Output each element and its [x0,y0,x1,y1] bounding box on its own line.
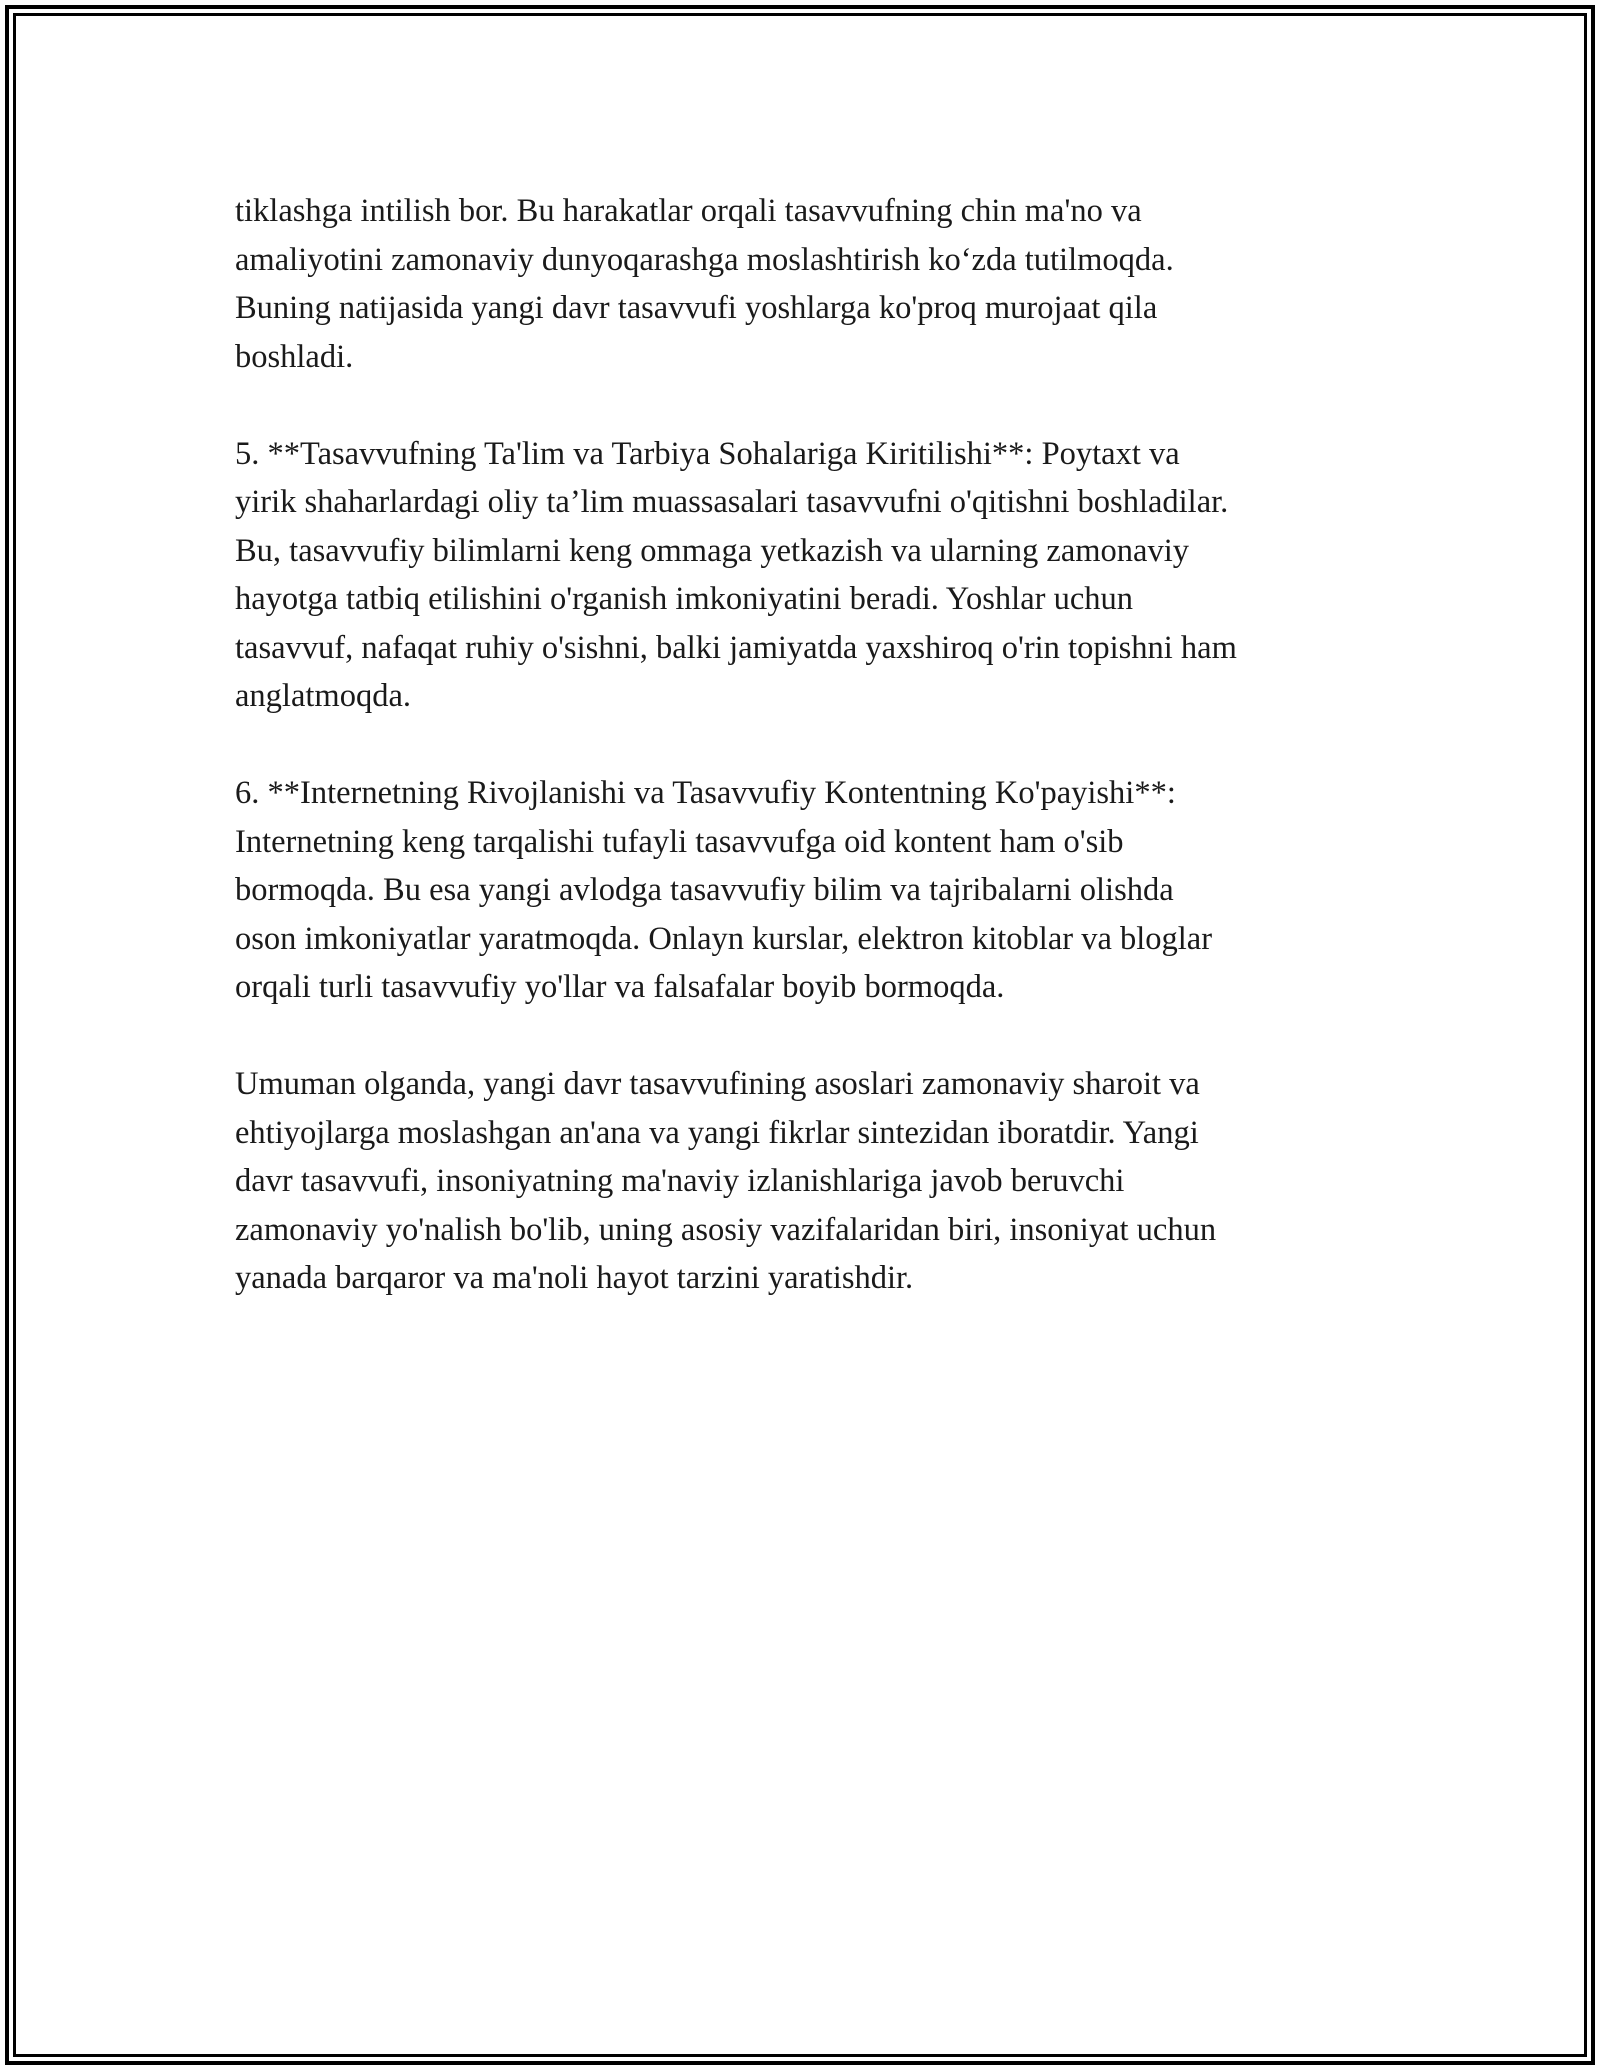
paragraph-item-5: 5. **Tasavvufning Ta'lim va Tarbiya Sohalariga Kiritilishi**: Poytaxt va yirik shaharlardagi oliy ta’lim muassasalari tasavvufni o'qitishni boshladilar. Bu, tasavvufiy bilimlarni keng ommaga yetkazish va ularning zamonaviy hayotga tatbiq etilishini o'rganish imkoniyatini beradi. Yoshlar uchun tasavvuf, nafaqat ruhiy o'sishni, balki jamiyatda yaxshiroq o'rin topishni ham anglatmoqda. [235,435,1237,714]
document-body [235,187,1385,1351]
paragraph-continuation: tiklashga intilish bor. Bu harakatlar orqali tasavvufning chin ma'no va amaliyotini zamonaviy dunyoqarashga moslashtirish ko‘zda tutilmoqda. Buning natijasida yangi davr tasavvufi yoshlarga ko'proq murojaat qila boshladi. [235,193,1174,375]
paragraph-item-6: 6. **Internetning Rivojlanishi va Tasavvufiy Kontentning Ko'payishi**: Internetning keng tarqalishi tufayli tasavvufga oid kontent ham o'sib bormoqda. Bu esa yangi avlodga tasavvufiy bilim va tajribalarni olishda oson imkoniyatlar yaratmoqda. Onlayn kurslar, elektron kitoblar va bloglar orqali turli tasavvufiy yo'llar va falsafalar boyib bormoqda. [235,775,1213,1005]
paragraph-conclusion: Umuman olganda, yangi davr tasavvufining asoslari zamonaviy sharoit va ehtiyojlarga moslashgan an'ana va yangi fikrlar sintezidan iboratdir. Yangi davr tasavvufi, insoniyatning ma'naviy izlanishlariga javob beruvchi zamonaviy yo'nalish bo'lib, uning asosiy vazifalaridan biri, insoniyat uchun yanada barqaror va ma'noli hayot tarzini yaratishdir. [235,1066,1217,1296]
